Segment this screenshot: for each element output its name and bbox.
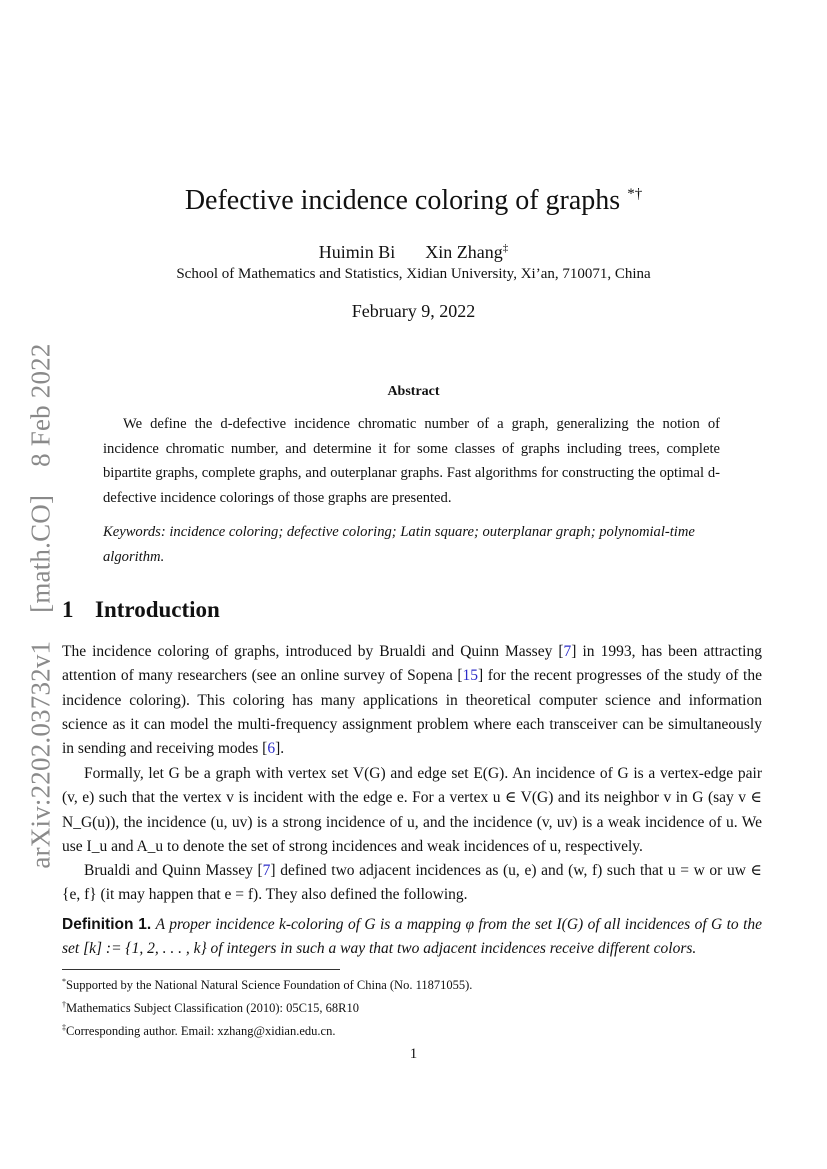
author-list (0, 236, 827, 264)
author (425, 242, 508, 262)
text-run: ] in 1993, has been attracting attention of many researchers (see an online survey of Sopena [ (62, 643, 762, 685)
text-run: The incidence coloring of graphs, introduced by Brualdi and Quinn Massey [ (62, 643, 564, 660)
paragraph (62, 640, 762, 761)
citation-link[interactable]: 6 (267, 740, 276, 758)
text-run: Brualdi and Quinn Massey [ (84, 862, 263, 879)
definition (62, 913, 762, 962)
author-name: Huimin Bi (318, 242, 396, 262)
paragraph: Formally, let G be a graph with vertex set V(G) and edge set E(G). An incidence of G is a vertex-edge pair (v, e) such that the vertex v is incident with the edge e. For a vertex u ∈ V(G) and its neighbor v in G (say v ∈ N_G(u)), the incidence (u, uv) is a strong incidence of u, and the incidence (v, uv) is a weak incidence of u. We use I_u and A_u to denote the set of strong incidences and weak incidences of u, respectively. (62, 765, 762, 855)
title-text: Defective incidence coloring of graphs (184, 185, 621, 216)
citation-link[interactable]: 7 (262, 862, 271, 879)
page-number: 1 (409, 1046, 418, 1062)
paper-title (0, 176, 827, 219)
abstract-text: We define the d-defective incidence chromatic number of a graph, generalizing the notion of incidence chromatic number, and determine it for some classes of graphs including trees, complete bipartite graphs, complete graphs, and outerplanar graphs. Fast algorithms for constructing the optimal d-defective incidence colorings of those graphs are presented. (103, 416, 720, 506)
section-title: Introduction (95, 597, 220, 622)
citation-link[interactable]: 15 (462, 667, 478, 685)
footnote (62, 1018, 762, 1041)
footnote-mark: † (62, 1000, 66, 1009)
paragraph (62, 859, 762, 908)
footnote-text: Supported by the National Natural Science Foundation of China (No. 11871055). (66, 978, 473, 992)
affiliation: School of Mathematics and Statistics, Xidian University, Xi’an, 710071, China (176, 266, 651, 282)
section-heading (62, 595, 220, 625)
footnote-text: Mathematics Subject Classification (2010): 05C15, 68R10 (66, 1001, 360, 1015)
text-run: ]. (275, 740, 285, 758)
abstract-heading: Abstract (387, 384, 440, 399)
keywords: Keywords: incidence coloring; defective coloring; Latin square; outerplanar graph; polynomial-time algorithm. (103, 524, 695, 565)
section-number: 1 (62, 597, 74, 622)
text-run: ] defined two adjacent incidences as (u, e) and (w, f) such that u = w or uw ∈ {e, f} (it may happen that e = f). They also defined the following. (62, 862, 762, 904)
footnote (62, 972, 762, 995)
text-run: ] for the recent progresses of the study of the incidence coloring). This coloring has many applications in theoretical computer science and information science as it can model the multi-frequency assignment problem where each transceiver can be simultaneously in sending and receiving modes [ (62, 667, 762, 758)
arxiv-date: 8 Feb 2022 (25, 343, 56, 467)
title-footnote-marks: *† (627, 186, 643, 202)
footnote (62, 995, 762, 1018)
footnote-divider (62, 969, 340, 970)
footnote-mark: ‡ (62, 1023, 66, 1032)
author-name: Xin Zhang (425, 242, 503, 262)
paper-date: February 9, 2022 (351, 301, 476, 321)
footnotes (62, 972, 762, 1041)
footnote-text: Corresponding author. Email: xzhang@xidian.edu.cn. (66, 1024, 336, 1038)
definition-text: A proper incidence k-coloring of G is a mapping φ from the set I(G) of all incidences of G to the set [k] := {1, 2, . . . , k} of integers in such a way that two adjacent incidences receive different colors. (62, 916, 763, 958)
footnote-mark: * (62, 977, 66, 986)
definition-label: Definition 1. (62, 916, 152, 933)
author (319, 242, 396, 262)
arxiv-id: arXiv:2202.03732v1 (25, 640, 56, 869)
arxiv-category: [math.CO] (25, 494, 56, 613)
arxiv-side-stamp (26, 343, 57, 868)
citation-link[interactable]: 7 (563, 643, 572, 660)
author-mark: ‡ (502, 242, 509, 254)
